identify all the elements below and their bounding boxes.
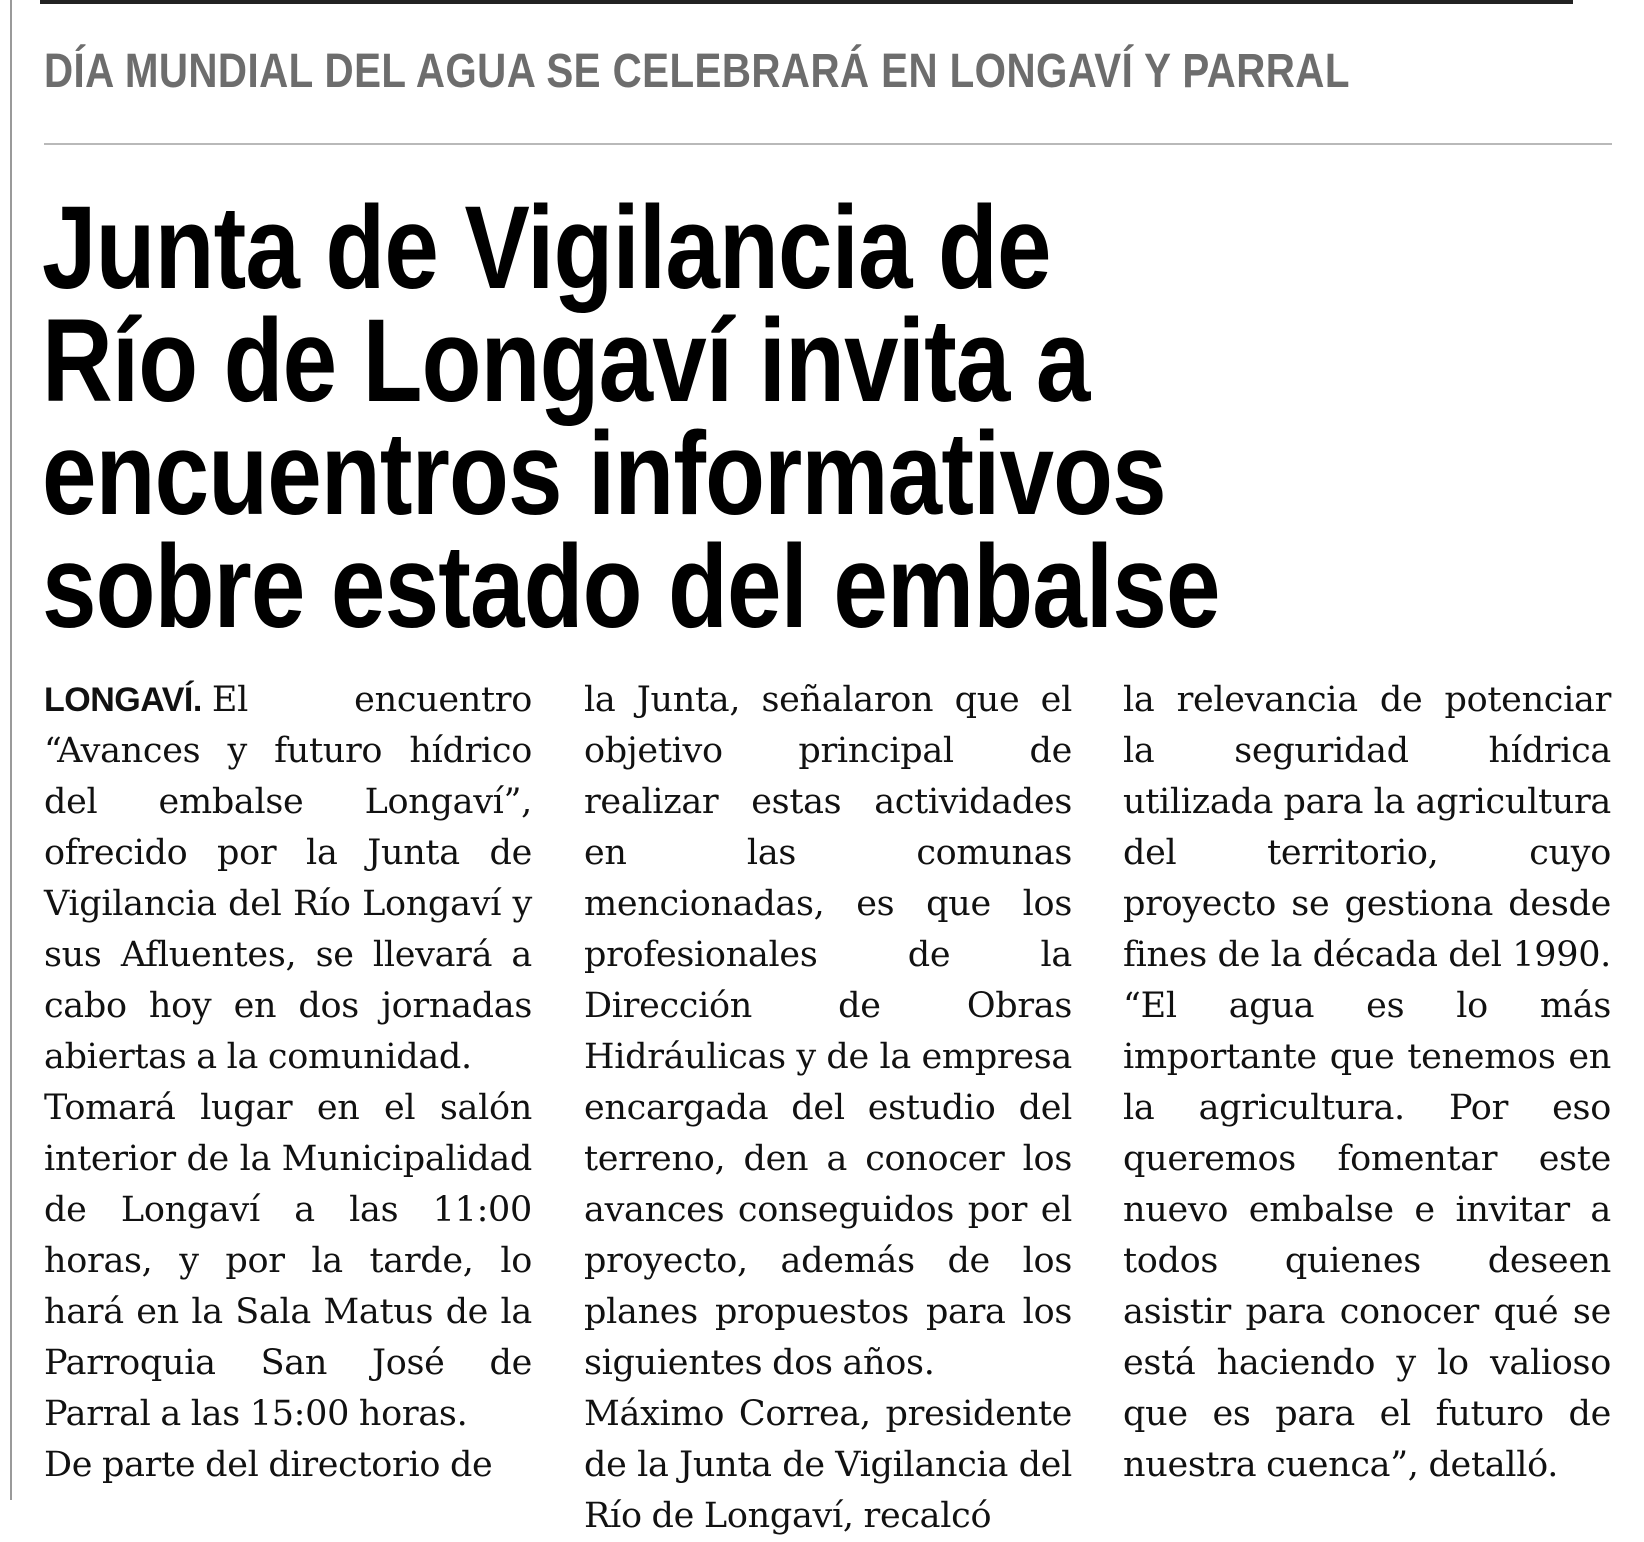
column-3: [1123, 675, 1611, 1491]
paragraph-2: Tomará lugar en el salón interior de la Municipalidad de Longaví a las 11:00 horas, y por la tarde, lo hará en la Sala Matus de la Parroquia San José de Parral a las 15:00 horas.: [44, 1088, 532, 1434]
kicker: DÍA MUNDIAL DEL AGUA SE CELEBRARÁ EN LONGAVÍ Y PARRAL: [44, 45, 1350, 98]
paragraph-3-start: De parte del directorio de: [44, 1445, 493, 1485]
column-2: [584, 675, 1072, 1542]
paragraph-1: [44, 675, 532, 1083]
paragraph-1-text: El encuentro “Avances y futuro hídrico del embalse Longaví”, ofrecido por la Junta de Vigilancia del Río Longaví y sus Afluentes, se llevará a cabo hoy en dos jornadas abiertas a la comunidad.: [44, 680, 532, 1077]
paragraph-4-start: Máximo Correa, presidente de la Junta de Vigilancia del Río de Longaví, recalcó: [584, 1394, 1072, 1536]
kicker-divider: [44, 143, 1612, 145]
column-1: [44, 675, 532, 1491]
headline-line: encuentros informativos: [42, 408, 1166, 540]
page-edge-line: [10, 0, 12, 1500]
top-rule: [40, 0, 1573, 4]
headline-line: Junta de Vigilancia de: [42, 182, 1051, 314]
dateline: LONGAVÍ.: [44, 681, 202, 719]
headline: [42, 182, 1337, 653]
paragraph-4-continued: la relevancia de potenciar la seguridad hídrica utilizada para la agricultura del territorio, cuyo proyecto se gestiona desde fines de la década del 1990. “El agua es lo más importante que tenemos en la agricultura. Por eso queremos fomentar este nuevo embalse e invitar a todos quienes deseen asistir para conocer qué se está haciendo y lo valioso que es para el futuro de nuestra cuenca”, detalló.: [1123, 680, 1611, 1485]
paragraph-3-continued: la Junta, señalaron que el objetivo principal de realizar estas actividades en las comunas mencionadas, es que los profesionales de la Dirección de Obras Hidráulicas y de la empresa encargada del estudio del terreno, den a conocer los avances conseguidos por el proyecto, además de los planes propuestos para los siguientes dos años.: [584, 680, 1072, 1383]
headline-line: Río de Longaví invita a: [42, 295, 1090, 427]
headline-line: sobre estado del embalse: [42, 521, 1220, 653]
article-body: [44, 675, 1611, 1536]
